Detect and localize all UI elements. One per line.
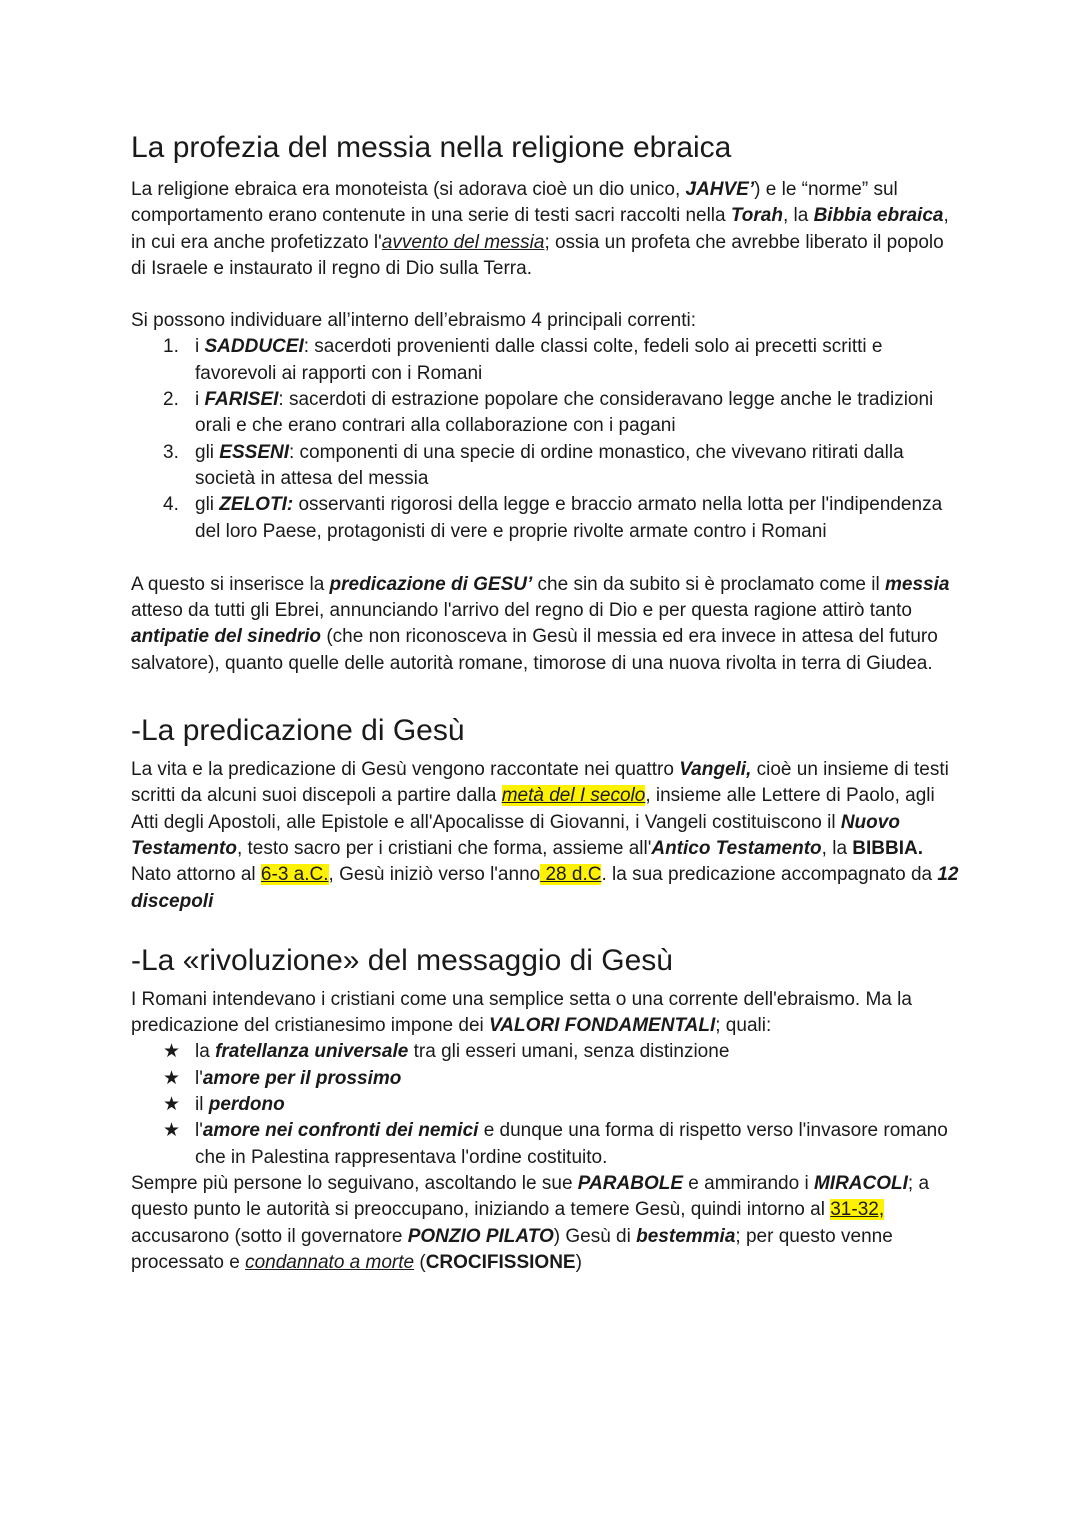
text-run: cioè un insieme di testi scritti da alcuni suoi discepoli a partire dalla — [131, 759, 949, 807]
list-item — [131, 492, 961, 545]
closing-paragraph — [131, 1171, 961, 1276]
text-run: condannato a morte — [245, 1251, 415, 1273]
text-run: l' — [195, 1120, 203, 1142]
text-run: ZELOTI: — [219, 494, 294, 516]
text-run: e dunque una forma di rispetto verso l'invasore romano che in Palestina rappresentava l'ordine costituito. — [195, 1120, 948, 1168]
text-run: BIBBIA. — [852, 837, 924, 859]
text-run: . la sua predicazione accompagnato da — [601, 864, 938, 886]
text-run: amore per il prossimo — [202, 1067, 402, 1089]
text-run: i — [195, 336, 205, 358]
currents-intro — [131, 308, 961, 334]
text-run: Bibbia ebraica — [813, 205, 944, 227]
star-bullet-icon: ★ — [163, 1041, 181, 1063]
text-run: tra gli esseri umani, senza distinzione — [408, 1041, 730, 1063]
list-item — [131, 387, 961, 440]
jesus-preaching-paragraph — [131, 572, 961, 677]
list-item — [131, 1039, 961, 1065]
text-run: il — [195, 1094, 209, 1116]
text-run: , in cui era anche profetizzato l' — [131, 205, 949, 253]
text-run: amore nei confronti dei nemici — [202, 1120, 479, 1142]
text-run: La religione ebraica era monoteista (si adorava cioè un dio unico, — [131, 179, 686, 200]
text-run: antipatie del sinedrio — [131, 626, 322, 648]
text-run: Torah — [730, 205, 783, 227]
values-list — [131, 1039, 961, 1170]
text-run: Nato attorno al — [131, 864, 261, 886]
text-run: messia — [885, 573, 950, 595]
birth-paragraph — [131, 862, 961, 915]
text-run: JAHVE’ — [685, 179, 755, 200]
list-number: 3. — [163, 441, 179, 463]
text-run: A questo si inserisce la — [131, 573, 330, 595]
list-item — [131, 1118, 961, 1171]
text-run: : sacerdoti provenienti dalle classi colte, fedeli solo ai precetti scritti e favorevoli ai rapporti con i Romani — [195, 336, 883, 384]
text-run: gli — [195, 441, 220, 463]
text-run: I Romani intendevano i cristiani come una semplice setta o una corrente dell'ebraismo. Ma la predicazione del cristianesimo impone dei — [131, 988, 912, 1037]
star-bullet-icon: ★ — [163, 1067, 181, 1089]
text-run: perdono — [208, 1094, 285, 1116]
text-run: ESSENI — [219, 441, 289, 463]
list-item — [131, 440, 961, 493]
text-run: ( — [414, 1251, 426, 1273]
list-item — [131, 1066, 961, 1092]
highlighted-text: 6-3 a.C. — [260, 864, 329, 886]
text-run: Sempre più persone lo seguivano, ascoltando le sue — [131, 1172, 578, 1194]
text-run: atteso da tutti gli Ebrei, annunciando l'arrivo del regno di Dio e per questa ragione attirò tanto — [131, 600, 913, 622]
text-run: PARABOLE — [577, 1172, 684, 1194]
list-number: 1. — [163, 336, 179, 358]
text-run: gli — [195, 494, 220, 516]
highlighted-text: 31-32, — [830, 1199, 885, 1221]
text-run: 12 discepoli — [131, 864, 959, 912]
star-bullet-icon: ★ — [163, 1094, 181, 1116]
text-run: predicazione di GESU’ — [329, 573, 533, 595]
text-run: : sacerdoti di estrazione popolare che consideravano legge anche le tradizioni orali e che erano contrari alla collaborazione con i pagani — [195, 389, 934, 437]
text-run: accusarono (sotto il governatore — [131, 1225, 408, 1247]
star-bullet-icon: ★ — [163, 1120, 181, 1142]
text-run: ; ossia un profeta che avrebbe liberato il popolo di Israele e instaurato il regno di Dio sulla Terra. — [131, 231, 944, 279]
text-run: La vita e la predicazione di Gesù vengono raccontate nei quattro — [131, 759, 680, 781]
highlighted-text: 28 d.C — [540, 864, 602, 886]
section-title-predicazione: -La predicazione di Gesù — [131, 714, 465, 748]
list-item — [131, 334, 961, 387]
text-run: , insieme alle Lettere di Paolo, agli Atti degli Apostoli, alle Epistole e all'Apocalisse di Giovanni, i Vangeli costituiscono il — [131, 785, 935, 833]
document-page — [131, 128, 961, 1276]
list-number: 2. — [163, 389, 179, 411]
text-run: (che non riconosceva in Gesù il messia ed era invece in attesa del futuro salvatore), quanto quelle delle autorità romane, timorose di una nuova rivolta in terra di Giudea. — [131, 626, 938, 674]
values-intro — [131, 987, 961, 1040]
text-run: CROCIFISSIONE — [425, 1251, 576, 1273]
text-run: ) Gesù di — [553, 1225, 637, 1247]
text-run: ; quali: — [715, 1015, 772, 1037]
text-run: fratellanza universale — [215, 1041, 409, 1063]
text-run: SADDUCEI — [204, 336, 304, 358]
text-run: Si possono individuare all’interno dell’ebraismo 4 principali correnti: — [131, 310, 697, 332]
text-run: osservanti rigorosi della legge e braccio armato nella lotta per l'indipendenza del loro Paese, protagonisti di vere e proprie rivolte armate contro i Romani — [195, 494, 943, 542]
section-title-profezia: La profezia del messia nella religione ebraica — [131, 131, 732, 164]
text-run: : componenti di una specie di ordine monastico, che vivevano ritirati dalla società in attesa del messia — [195, 441, 904, 489]
text-run: l' — [195, 1067, 203, 1089]
gospels-paragraph — [131, 757, 961, 862]
intro-paragraph — [131, 177, 961, 282]
text-run: Vangeli, — [679, 759, 752, 781]
text-run: Nuovo Testamento — [131, 811, 900, 859]
currents-list — [131, 334, 961, 544]
highlighted-text: metà del I secolo — [501, 785, 646, 807]
text-run: avvento del messia — [381, 231, 545, 253]
list-number: 4. — [163, 494, 179, 516]
section-title-rivoluzione: -La «rivoluzione» del messaggio di Gesù — [131, 943, 673, 977]
text-run: , testo sacro per i cristiani che forma, assieme all' — [236, 837, 652, 859]
text-run: FARISEI — [204, 389, 279, 411]
text-run: che sin da subito si è proclamato come il — [532, 573, 885, 595]
text-run: VALORI FONDAMENTALI — [489, 1015, 716, 1037]
text-run: ; per questo venne processato e — [131, 1225, 893, 1273]
text-run: Antico Testamento — [651, 837, 822, 859]
text-run: i — [195, 389, 205, 411]
text-run: PONZIO PILATO — [407, 1225, 554, 1247]
text-run: ) e le “norme” sul comportamento erano contenute in una serie di testi sacri raccolti nella — [131, 179, 898, 227]
text-run: , la — [821, 837, 853, 859]
text-run: , Gesù iniziò verso l'anno — [328, 864, 541, 886]
list-item — [131, 1092, 961, 1118]
text-run: ) — [575, 1251, 582, 1273]
text-run: e ammirando i — [683, 1172, 814, 1194]
text-run: ; a questo punto le autorità si preoccupano, iniziando a temere Gesù, quindi intorno al — [131, 1172, 930, 1221]
text-run: , la — [782, 205, 814, 227]
text-run: la — [195, 1041, 216, 1063]
text-run: MIRACOLI — [813, 1172, 908, 1194]
text-run: bestemmia — [636, 1225, 736, 1247]
